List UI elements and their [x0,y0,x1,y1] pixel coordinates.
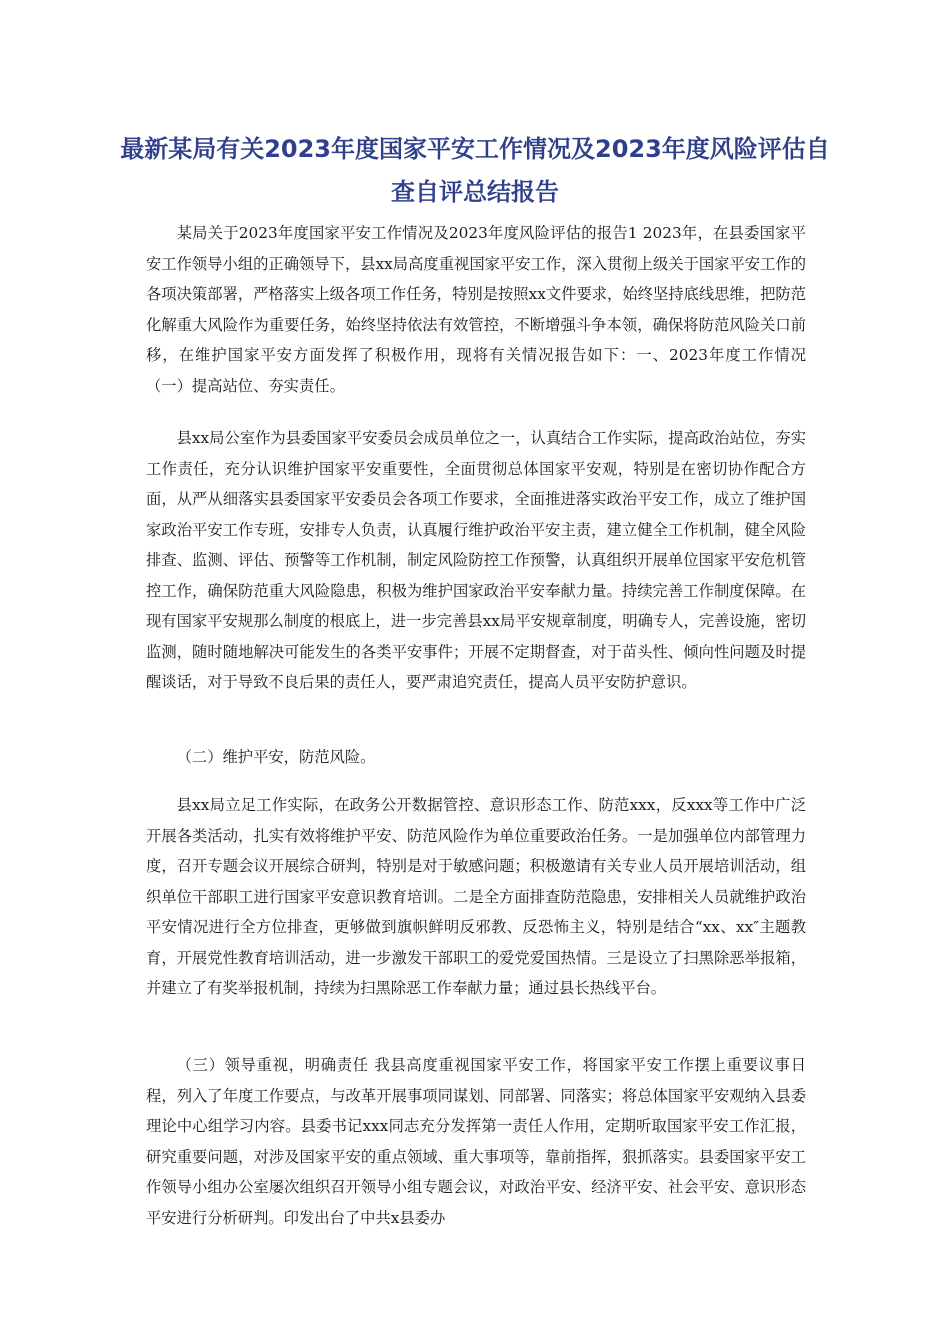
paragraph-1: 某局关于2023年度国家平安工作情况及2023年度风险评估的报告1 2023年，在县委国家平安工作领导小组的正确领导下，县xx局高度重视国家平安工作，深入贯彻上级关于国家平安工作的各项决策部署，严格落实上级各项工作任务，特别是按照xx文件要求，始终坚持底线思维，把防范化解重大风险作为重要任务，始终坚持依法有效管控，不断增强斗争本领，确保将防范风险关口前移，在维护国家平安方面发挥了积极作用，现将有关情况报告如下：一、2023年度工作情况 （一）提高站位、夯实责任。 [146,224,806,395]
paragraph-4: 县xx局立足工作实际，在政务公开数据管控、意识形态工作、防范xxx，反xxx等工作中广泛开展各类活动，扎实有效将维护平安、防范风险作为单位重要政治任务。一是加强单位内部管理力度，召开专题会议开展综合研判，特别是对于敏感问题；积极邀请有关专业人员开展培训活动，组织单位干部职工进行国家平安意识教育培训。二是全方面排查防范隐患，安排相关人员就维护政治平安情况进行全方位排查，更够做到旗帜鲜明反邪教、反恐怖主义，特别是结合“xx、xx″主题教育，开展党性教育培训活动，进一步激发干部职工的爱党爱国热情。三是设立了扫黑除恶举报箱，并建立了有奖举报机制，持续为扫黑除恶工作奉献力量；通过县长热线平台。 [146,796,806,997]
paragraph-5: （三）领导重视，明确责任 我县高度重视国家平安工作，将国家平安工作摆上重要议事日程，列入了年度工作要点，与改革开展事项同谋划、同部署、同落实；将总体国家平安观纳入县委理论中心组学习内容。县委书记xxx同志充分发挥第一责任人作用，定期听取国家平安工作汇报，研究重要问题，对涉及国家平安的重点领域、重大事项等，靠前指挥，狠抓落实。县委国家平安工作领导小组办公室屡次组织召开领导小组专题会议，对政治平安、经济平安、社会平安、意识形态平安进行分析研判。印发出台了中共x县委办 [146,1056,806,1227]
paragraph-3-heading: （二）维护平安，防范风险。 [176,748,376,766]
document-title: 最新某局有关2023年度国家平安工作情况及2023年度风险评估自查自评总结报告 [120,135,830,206]
paragraph-2: 县xx局公室作为县委国家平安委员会成员单位之一，认真结合工作实际，提高政治站位，夯实工作责任，充分认识维护国家平安重要性，全面贯彻总体国家平安观，特别是在密切协作配合方面，从严从细落实县委国家平安委员会各项工作要求，全面推进落实政治平安工作，成立了维护国家政治平安工作专班，安排专人负责，认真履行维护政治平安主责，建立健全工作机制，健全风险排查、监测、评估、预警等工作机制，制定风险防控工作预警，认真组织开展单位国家平安危机管控工作，确保防范重大风险隐患，积极为维护国家政治平安奉献力量。持续完善工作制度保障。在现有国家平安规那么制度的根底上，进一步完善县xx局平安规章制度，明确专人，完善设施，密切监测，随时随地解决可能发生的各类平安事件；开展不定期督查，对于苗头性、倾向性问题及时提醒谈话，对于导致不良后果的责任人，要严肃追究责任，提高人员平安防护意识。 [146,429,806,691]
